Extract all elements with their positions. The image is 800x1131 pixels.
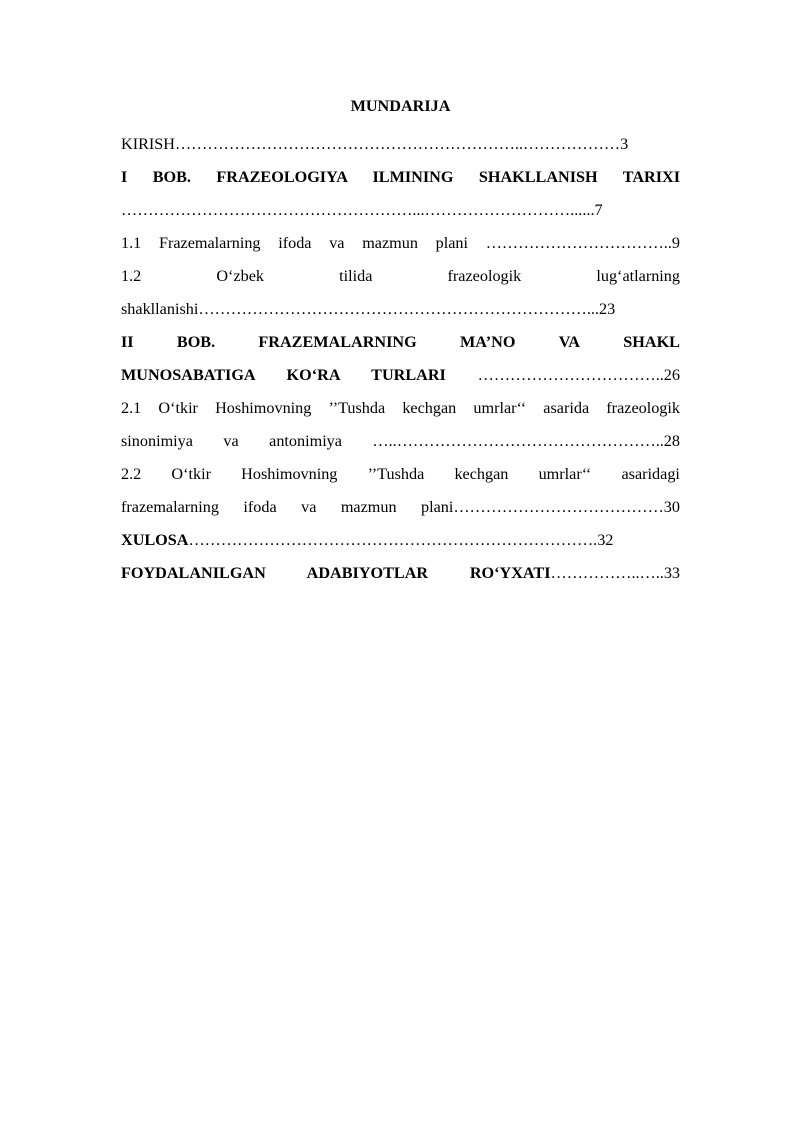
toc-entry-adabiyotlar: FOYDALANILGAN ADABIYOTLAR RO‘YXATI……………..…..33 bbox=[121, 564, 680, 582]
toc-entry-2-1-line1: 2.1 O‘tkir Hoshimovning ’’Tushda kechgan umrlar‘‘ asarida frazeologik bbox=[121, 399, 680, 417]
toc-entry-chapter-1: I BOB. FRAZEOLOGIYA ILMINING SHAKLLANISH TARIXI bbox=[121, 168, 680, 186]
toc-entry-2-2-line2: frazemalarning ifoda va mazmun plani…………………………………30 bbox=[121, 498, 680, 516]
table-of-contents bbox=[121, 94, 680, 590]
toc-entry-chapter-2-line2: MUNOSABATIGA KO‘RA TURLARI ……………………………..26 bbox=[121, 366, 680, 384]
toc-entry-xulosa: XULOSA………………………………………………………………….32 bbox=[121, 531, 614, 549]
toc-entry-chapter-1-dots: ………………………………………………...………………………......7 bbox=[121, 201, 603, 219]
toc-entry-1-2-line1: 1.2 O‘zbek tilida frazeologik lug‘atlarning bbox=[121, 267, 680, 285]
toc-title: MUNDARIJA bbox=[350, 97, 451, 115]
toc-entry-chapter-2-line1: II BOB. FRAZEMALARNING MA’NO VA SHAKL bbox=[121, 333, 680, 351]
toc-entry-1-2-line2: shakllanishi………………………………………………………………...23 bbox=[121, 300, 616, 318]
toc-entry-1-1: 1.1 Frazemalarning ifoda va mazmun plani ……………………………..9 bbox=[121, 234, 680, 252]
toc-entry-2-1-line2: sinonimiya va antonimiya …..…………………………………………..28 bbox=[121, 432, 680, 450]
toc-entry-2-2-line1: 2.2 O‘tkir Hoshimovning ’’Tushda kechgan umrlar‘‘ asaridagi bbox=[121, 465, 680, 483]
toc-entry-kirish: KIRISH………………………………………………………..………………3 bbox=[121, 135, 629, 153]
